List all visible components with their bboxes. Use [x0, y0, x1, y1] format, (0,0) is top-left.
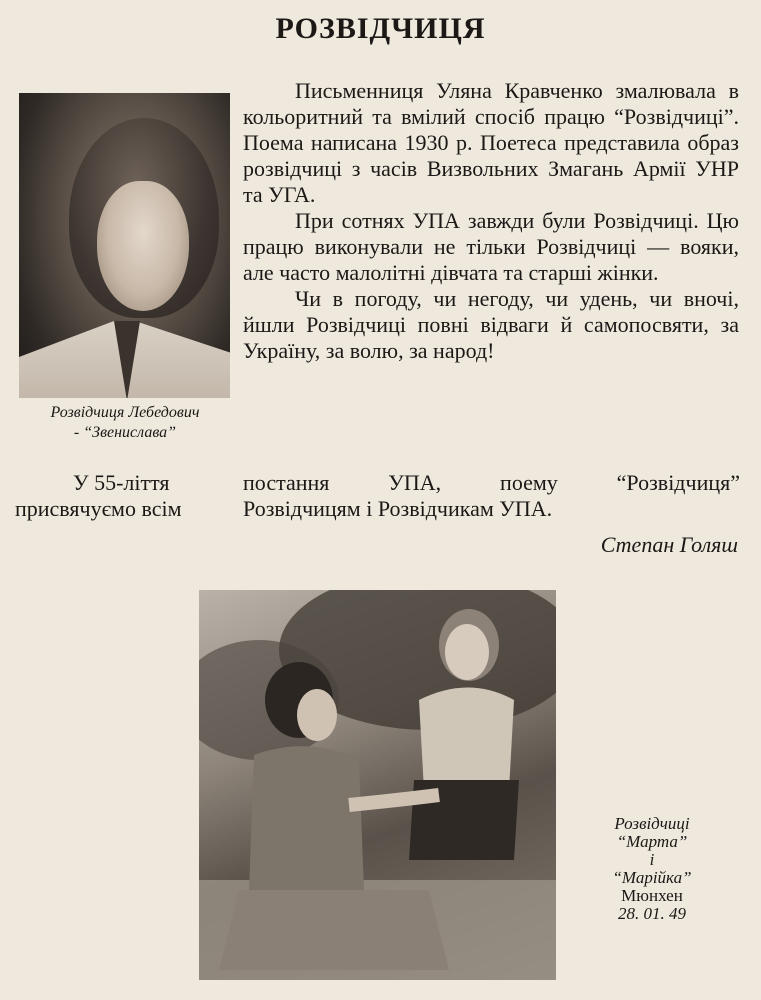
paragraph: Письменниця Уляна Кравченко змалювала в кольоритний та вмілий спосіб працю “Розвідчиці”. Поема написана 1930 р. Поетеса представила образ розвідчиці з часів Визвольних Змагань Армії УНР та УГА. [243, 78, 739, 207]
page-title: РОЗВІДЧИЦЯ [275, 12, 486, 45]
photo-caption-line: і [649, 850, 655, 869]
dedication [15, 470, 740, 522]
photo-caption-line: Мюнхен [621, 886, 683, 905]
photo-caption-line: Розвідчиці [614, 814, 690, 833]
photo-caption-line: “Марійка” [612, 868, 692, 887]
group-photo [199, 590, 556, 980]
body-text [243, 78, 739, 364]
photo-caption-line: “Марта” [616, 832, 688, 851]
author-signature: Степан Голяш [600, 532, 738, 557]
photo-caption-line: 28. 01. 49 [618, 904, 686, 923]
portrait-caption-line: Розвідчиця Лебедович [50, 404, 200, 421]
portrait-caption-line: - “Звенислава” [73, 424, 177, 441]
dedication-right: Розвідчицям і Розвідчикам УПА. [243, 496, 553, 521]
paragraph: При сотнях УПА завжди були Розвідчиці. Цю працю виконували не тільки Розвідчиці — вояки, але часто малолітні дівчата та старші жінки. [243, 208, 739, 285]
dedication-right: постання УПА, поему “Розвідчиця” [243, 470, 740, 495]
portrait-photo [19, 93, 230, 398]
portrait-caption [14, 403, 236, 443]
paragraph: Чи в погоду, чи негоду, чи удень, чи вночі, йшли Розвідчиці повні відваги й самопосвяти, за Україну, за волю, за народ! [243, 286, 739, 363]
dedication-left: присвячуємо всім [15, 496, 182, 521]
dedication-left: У 55-ліття [73, 470, 170, 495]
photo-caption [592, 815, 712, 923]
